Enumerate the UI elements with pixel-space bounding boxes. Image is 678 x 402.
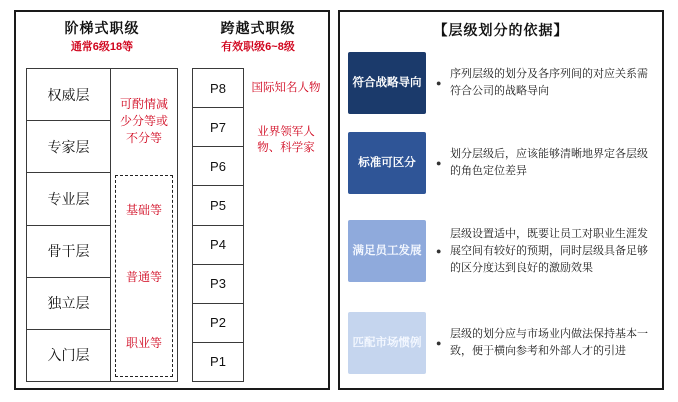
- criteria-label: 满足 员工发展: [348, 220, 426, 282]
- criteria-row: [348, 220, 658, 282]
- bullet-icon: ●: [436, 157, 442, 168]
- criteria-label: 标准 可区分: [348, 132, 426, 194]
- leap-heading-subtitle: 有效职级6~8级: [221, 41, 295, 53]
- ladder-level-cell: 骨干层: [27, 226, 110, 278]
- grade-note: 国际知名人物: [251, 82, 321, 94]
- ladder-level-column: [27, 69, 111, 381]
- criteria-panel: [338, 10, 664, 390]
- bullet-icon: ●: [436, 337, 442, 348]
- ladder-level-cell: 专业层: [27, 173, 110, 225]
- grade-cell: P6: [193, 147, 243, 186]
- ladder-heading-subtitle: 通常6级18等: [70, 41, 134, 53]
- grade-cell: P3: [193, 265, 243, 304]
- leap-column-heading: [188, 12, 328, 66]
- grade-cell: P4: [193, 226, 243, 265]
- ladder-level-cell: 独立层: [27, 278, 110, 330]
- criteria-row: [348, 312, 658, 374]
- criteria-row: [348, 52, 658, 114]
- criteria-body: [436, 220, 658, 282]
- criteria-text: 层级的划分应与市场业内做法保持基本一致，便于横向参考和外部人才的引进: [450, 328, 648, 357]
- ladder-column-heading: [16, 12, 188, 66]
- grade-cell: P2: [193, 304, 243, 343]
- criteria-row: [348, 132, 658, 194]
- criteria-text: 序列层级的划分及各序列间的对应关系需符合公司的战略导向: [450, 68, 648, 97]
- left-panel-headings: [16, 12, 328, 66]
- criteria-label: 符合 战略导向: [348, 52, 426, 114]
- bullet-icon: ●: [436, 245, 442, 256]
- ladder-note-cell: 基础等: [125, 202, 162, 217]
- ladder-heading-title: 阶梯式职级: [64, 20, 140, 36]
- job-grade-panel: [14, 10, 330, 390]
- grade-table: [192, 68, 244, 382]
- criteria-text: 层级设置适中，既要让员工对职业生涯发展空间有较好的预期，同时层级具备足够的区分度达到良好的激励效果: [450, 227, 648, 274]
- criteria-body: [436, 52, 658, 114]
- grade-cell: P5: [193, 186, 243, 225]
- grade-cell: P1: [210, 354, 226, 370]
- leap-heading-title: 跨越式职级: [220, 20, 296, 36]
- criteria-body: [436, 132, 658, 194]
- ladder-note-top: 可酌情减少分等或不分等: [119, 96, 168, 145]
- ladder-level-cell: 权威层: [27, 69, 110, 121]
- grade-cell: P7: [193, 108, 243, 147]
- ladder-note-cell: 普通等: [125, 269, 162, 284]
- ladder-note-column: [111, 69, 177, 381]
- ladder-table: [26, 68, 178, 382]
- criteria-label: 匹配 市场惯例: [348, 312, 426, 374]
- ladder-level-cell: 入门层: [47, 347, 90, 364]
- criteria-panel-title: 【层级划分的依据】: [433, 22, 569, 38]
- ladder-note-dashed-group: [115, 175, 173, 377]
- grade-cell: P8: [193, 69, 243, 108]
- criteria-text: 划分层级后，应该能够清晰地界定各层级的角色定位差异: [450, 148, 648, 177]
- ladder-level-cell: 专家层: [27, 121, 110, 173]
- criteria-body: [436, 312, 658, 374]
- ladder-note-cell: 职业等: [125, 336, 162, 351]
- grade-note: 业界领军人物、科学家: [257, 126, 315, 154]
- bullet-icon: ●: [436, 77, 442, 88]
